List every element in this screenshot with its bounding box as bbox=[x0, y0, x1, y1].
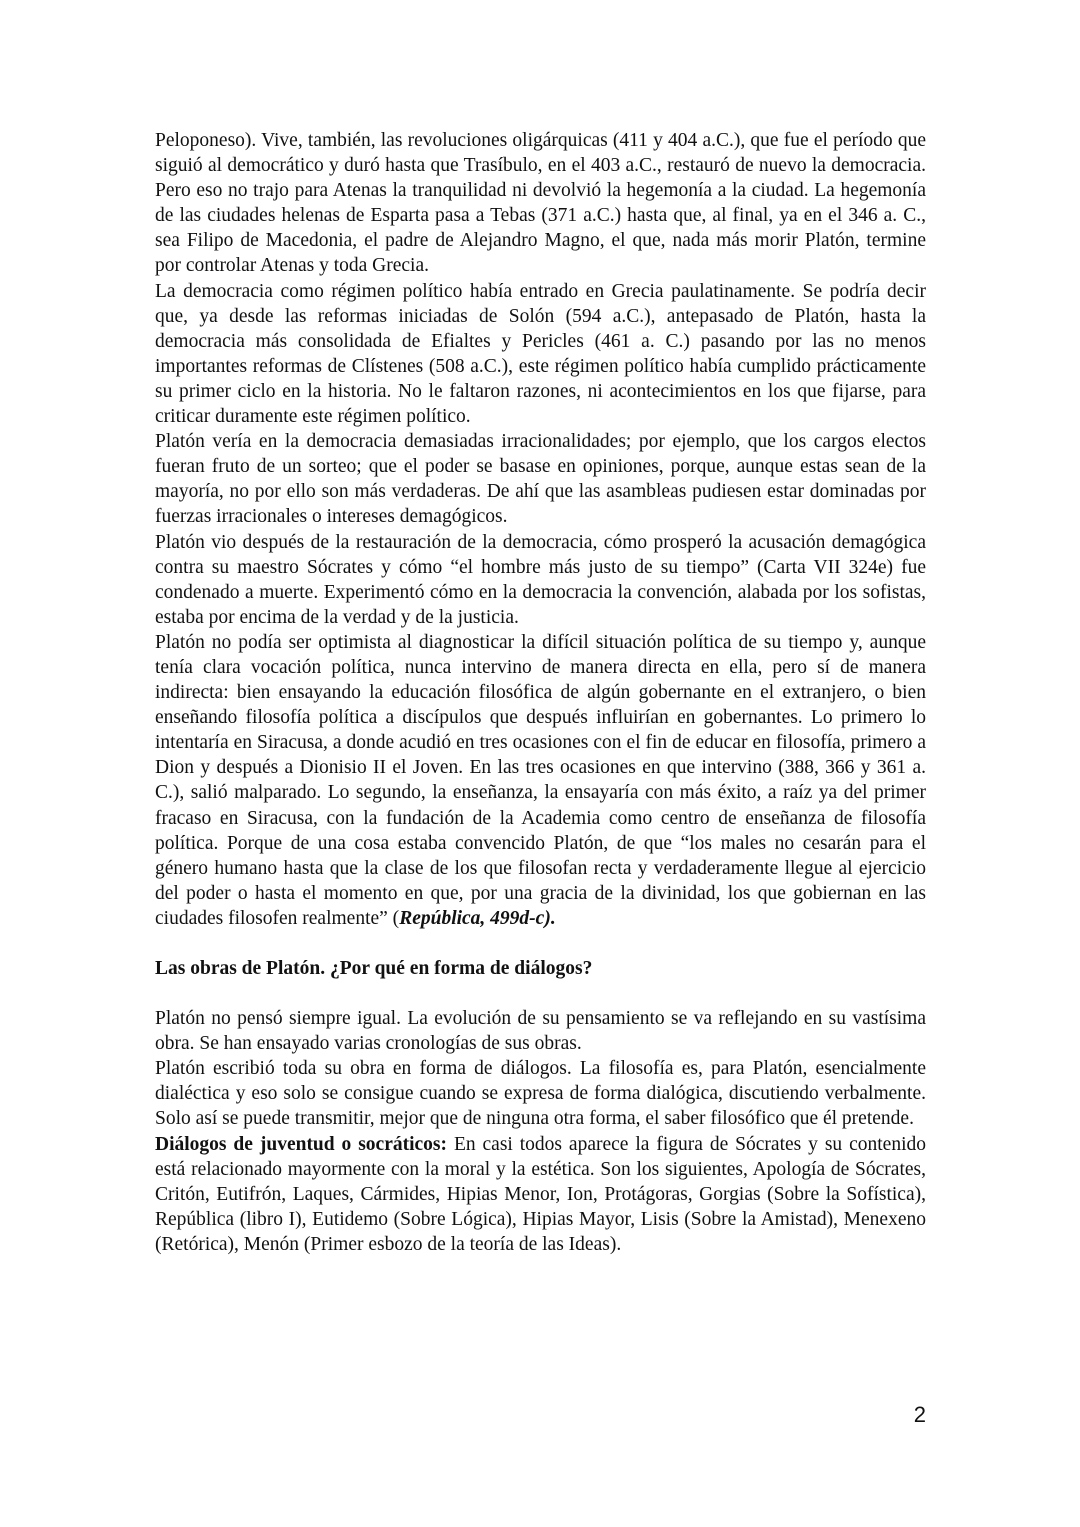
dialogos-juventud-label: Diálogos de juventud o socráticos: bbox=[155, 1133, 448, 1155]
paragraph-dialogos: Platón escribió toda su obra en forma de diálogos. La filosofía es, para Platón, esencialmente dialéctica y eso solo se consigue cuando se expresa de forma dialógica, discutiendo verbalmente. Solo así se puede transmitir, mejor que de ninguna otra forma, el saber filosófico que él pretende. bbox=[155, 1058, 926, 1130]
paragraph-dialogos-juventud bbox=[155, 1132, 926, 1257]
paragraph-irracionalidades: Platón vería en la democracia demasiadas irracionalidades; por ejemplo, que los cargos electos fueran fruto de un sorteo; que el poder se basase en opiniones, porque, aunque estas sean de la mayoría, no por ello son más verdaderas. De ahí que las asambleas pudiesen estar dominadas por fuerzas irracionales o intereses demagógicos. bbox=[155, 431, 926, 528]
document-body bbox=[155, 128, 926, 1257]
paragraph-democracia: La democracia como régimen político había entrado en Grecia paulatinamente. Se podría decir que, ya desde las reformas iniciadas de Solón (594 a.C.), antepasado de Platón, hasta la democracia más consolidada de Efialtes y Pericles (461 a. C.) pasando por las no menos importantes reformas de Clístenes (508 a.C.), este régimen político había cumplido prácticamente su primer ciclo en la historia. No le faltaron razones, ni acontecimientos en los que fijarse, para criticar duramente este régimen político. bbox=[155, 280, 926, 428]
paragraph-socrates: Platón vio después de la restauración de la democracia, cómo prosperó la acusación demagógica contra su maestro Sócrates y cómo “el hombre más justo de su tiempo” (Carta VII 324e) fue condenado a muerte. Experimentó cómo en la democracia la convención, alabada por los sofistas, estaba por encima de la verdad y de la justicia. bbox=[155, 531, 926, 628]
paragraph-peloponeso: Peloponeso). Vive, también, las revoluciones oligárquicas (411 y 404 a.C.), que fue el período que siguió al democrático y duró hasta que Trasíbulo, en el 403 a.C., restauró de nuevo la democracia. Pero eso no trajo para Atenas la tranquilidad ni devolvió la hegemonía a la ciudad. La hegemonía de las ciudades helenas de Esparta pasa a Tebas (371 a.C.) hasta que, al final, ya en el 346 a. C., sea Filipo de Macedonia, el padre de Alejandro Magno, el que, nada más morir Platón, termine por controlar Atenas y toda Grecia. bbox=[155, 130, 926, 277]
paragraph-siracusa bbox=[155, 630, 926, 931]
page-number: 2 bbox=[913, 1402, 926, 1427]
section-heading: Las obras de Platón. ¿Por qué en forma de diálogos? bbox=[155, 958, 593, 979]
dialogos-juventud-text: En casi todos aparece la figura de Sócrates y su contenido está relacionado mayormente con la moral y la estética. Son los siguientes, Apología de Sócrates, Critón, Eutifrón, Laques, Cármides, Hipias Menor, Ion, Protágoras, Gorgias (Sobre la Sofística), República (libro I), Eutidemo (Sobre Lógica), Hipias Mayor, Lisis (Sobre la Amistad), Menexeno (Retórica), Menón (Primer esbozo de la teoría de las Ideas). bbox=[155, 1133, 926, 1255]
paragraph-evolucion: Platón no pensó siempre igual. La evolución de su pensamiento se va reflejando en su vastísima obra. Se han ensayado varias cronologías de sus obras. bbox=[155, 1008, 926, 1055]
republica-citation: República, 499d-c). bbox=[399, 907, 556, 929]
paragraph-siracusa-text: Platón no podía ser optimista al diagnosticar la difícil situación política de su tiempo y, aunque tenía clara vocación política, nunca intervino de manera directa en ella, pero sí de manera indirecta: bien ensayando la educación filosófica de algún gobernante en el extranjero, o bien enseñando filosofía política a discípulos que después influirían en gobernantes. Lo primero lo intentaría en Siracusa, a donde acudió en tres ocasiones con el fin de educar en filosofía, primero a Dion y después a Dionisio II el Joven. En las tres ocasiones en que intervino (388, 366 y 361 a. C.), salió malparado. Lo segundo, la enseñanza, la ensayaría con más éxito, a raíz ya del primer fracaso en Siracusa, con la fundación de la Academia como centro de enseñanza de filosofía política. Porque de una cosa estaba convencido Platón, de que “los males no cesarán para el género humano hasta que la clase de los que filosofan recta y verdaderamente llegue al ejercicio del poder o hasta el momento en que, por una gracia de la divinidad, los que gobiernan en las ciudades filosofen realmente” ( bbox=[155, 631, 926, 929]
